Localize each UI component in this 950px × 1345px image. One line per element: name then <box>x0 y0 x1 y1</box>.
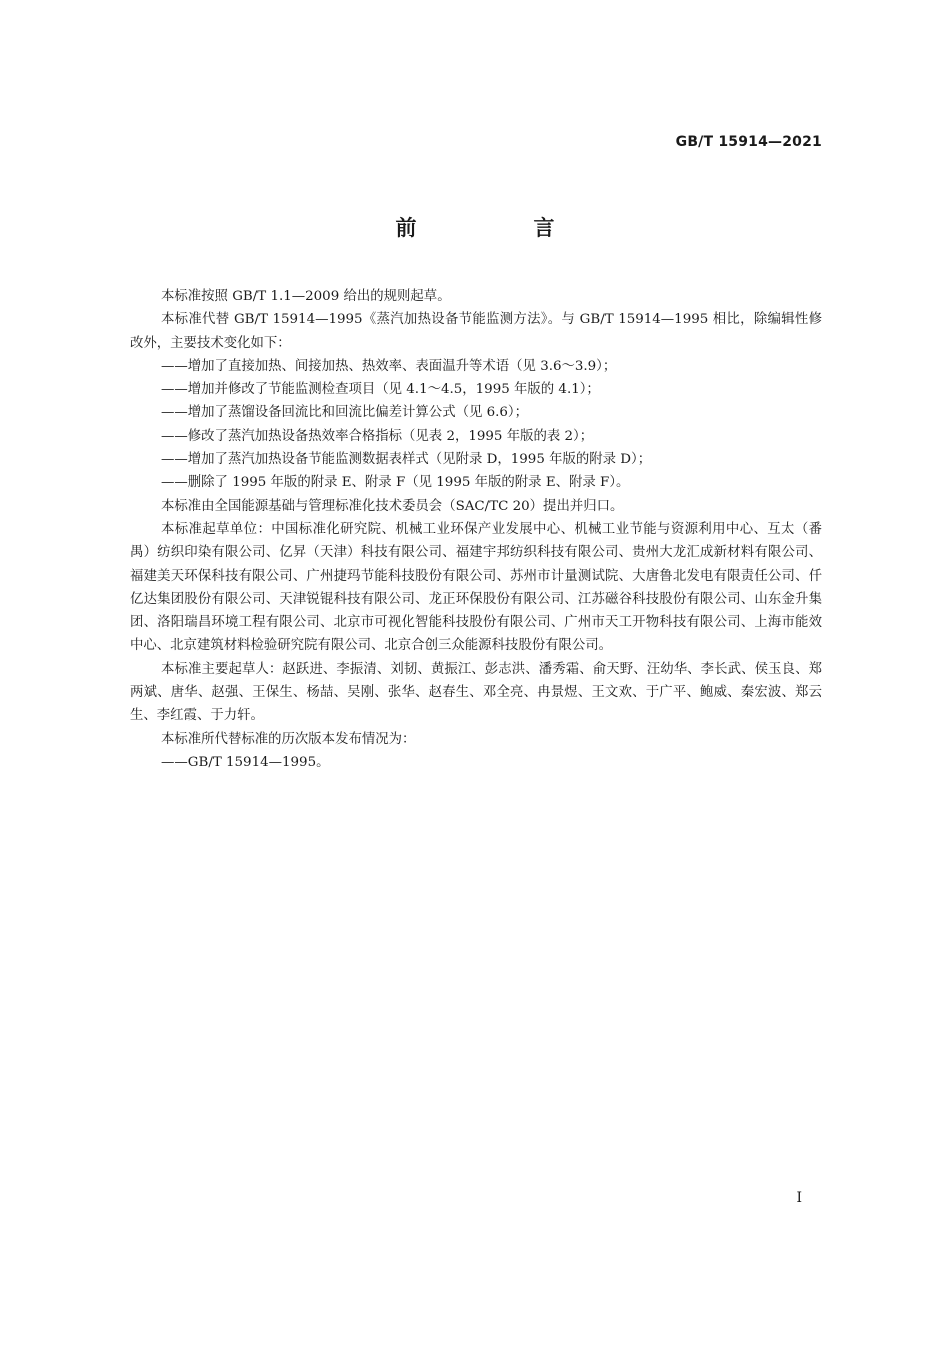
standard-code: GB/T 15914—2021 <box>675 134 822 150</box>
paragraph-drafters: 本标准主要起草人：赵跃进、李振清、刘韧、黄振江、彭志洪、潘秀霜、俞天野、汪幼华、李长武、侯玉良、郑两斌、唐华、赵强、王保生、杨喆、吴刚、张华、赵春生、邓全亮、冉景煜、王文欢、于广平、鲍威、秦宏波、郑云生、李红霞、于力轩。 <box>130 661 822 724</box>
history-item: ——GB/T 15914—1995。 <box>161 754 330 770</box>
change-item: ——增加了直接加热、间接加热、热效率、表面温升等术语（见 3.6～3.9）； <box>161 358 617 374</box>
change-item: ——修改了蒸汽加热设备热效率合格指标（见表 2，1995 年版的表 2）； <box>161 428 594 444</box>
foreword-body <box>130 285 822 774</box>
page-number: I <box>796 1190 802 1206</box>
paragraph-drafting-rules: 本标准按照 GB/T 1.1—2009 给出的规则起草。 <box>161 289 451 304</box>
page-title: 前 言 <box>395 216 603 240</box>
change-item: ——增加并修改了节能监测检查项目（见 4.1～4.5，1995 年版的 4.1）； <box>161 382 600 398</box>
change-item: ——删除了 1995 年版的附录 E、附录 F（见 1995 年版的附录 E、附录 F）。 <box>161 475 630 491</box>
change-item: ——增加了蒸汽加热设备节能监测数据表样式（见附录 D，1995 年版的附录 D）； <box>161 452 652 468</box>
paragraph-replacement: 本标准代替 GB/T 15914—1995《蒸汽加热设备节能监测方法》。与 GB/T 15914—1995 相比，除编辑性修改外，主要技术变化如下： <box>130 312 822 351</box>
paragraph-drafting-units: 本标准起草单位：中国标准化研究院、机械工业环保产业发展中心、机械工业节能与资源利用中心、互太（番禺）纺织印染有限公司、亿昇（天津）科技有限公司、福建宇邦纺织科技有限公司、贵州大龙汇成新材料有限公司、福建美天环保科技有限公司、广州捷玛节能科技股份有限公司、苏州市计量测试院、大唐鲁北发电有限责任公司、仟亿达集团股份有限公司、天津锐锟科技有限公司、龙正环保股份有限公司、江苏磁谷科技股份有限公司、山东金升集团、洛阳瑞昌环境工程有限公司、北京市可视化智能科技股份有限公司、广州市天工开物科技有限公司、上海市能效中心、北京建筑材料检验研究院有限公司、北京合创三众能源科技股份有限公司。 <box>130 521 822 654</box>
paragraph-proposer: 本标准由全国能源基础与管理标准化技术委员会（SAC/TC 20）提出并归口。 <box>161 498 624 514</box>
paragraph-history-intro: 本标准所代替标准的历次版本发布情况为： <box>161 731 416 747</box>
change-item: ——增加了蒸馏设备回流比和回流比偏差计算公式（见 6.6）； <box>161 405 529 421</box>
